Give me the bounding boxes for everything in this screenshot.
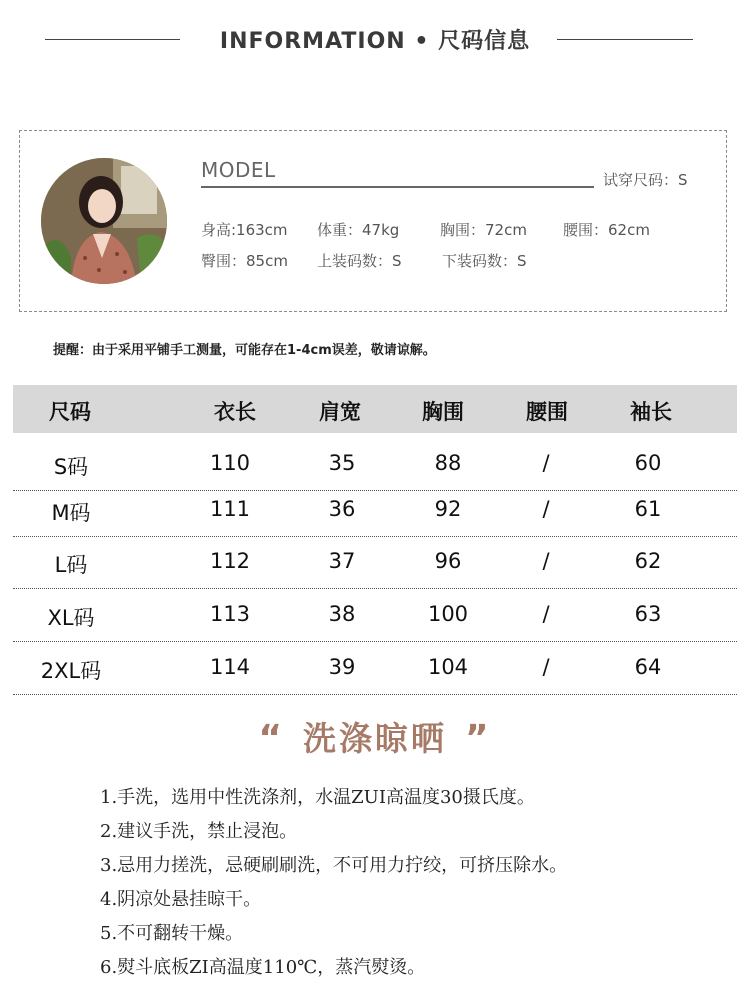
row-length: 113 xyxy=(209,602,251,626)
size-table-header xyxy=(13,385,737,433)
row-size: S码 xyxy=(53,455,89,479)
row-size: M码 xyxy=(51,501,91,525)
row-size: L码 xyxy=(54,553,88,577)
row-length: 110 xyxy=(209,451,251,475)
row-waist: / xyxy=(542,451,550,475)
row-size: XL码 xyxy=(47,606,95,630)
model-avatar xyxy=(41,158,167,284)
row-sleeve: 63 xyxy=(634,602,662,626)
row-sleeve: 61 xyxy=(634,497,662,521)
washing-title-text: 洗涤晾晒 xyxy=(303,719,447,758)
stat-top-size: 上装码数：S xyxy=(317,252,402,270)
row-waist: / xyxy=(542,602,550,626)
row-sleeve: 60 xyxy=(634,451,662,475)
row-waist: / xyxy=(542,549,550,573)
row-waist: / xyxy=(542,497,550,521)
table-row xyxy=(13,588,737,642)
list-item: 4.阴凉处悬挂晾干。 xyxy=(100,889,262,910)
row-shoulder: 38 xyxy=(328,602,356,626)
model-divider xyxy=(201,186,594,188)
list-item: 2.建议手洗，禁止浸泡。 xyxy=(100,821,298,842)
header-waist: 腰围 xyxy=(526,400,568,424)
row-bust: 88 xyxy=(434,451,462,475)
row-length: 112 xyxy=(209,549,251,573)
stat-weight: 体重：47kg xyxy=(317,221,400,239)
stat-height: 身高:163cm xyxy=(201,221,288,239)
row-bust: 104 xyxy=(427,655,469,679)
header-bust: 胸围 xyxy=(422,400,464,424)
row-bust: 96 xyxy=(434,549,462,573)
list-item: 1.手洗，选用中性洗涤剂，水温ZUI高温度30摄氏度。 xyxy=(100,787,535,808)
row-sleeve: 64 xyxy=(634,655,662,679)
row-length: 111 xyxy=(209,497,251,521)
list-item: 3.忌用力搓洗，忌硬刷刷洗，不可用力拧绞，可挤压除水。 xyxy=(100,855,568,876)
row-sleeve: 62 xyxy=(634,549,662,573)
row-shoulder: 37 xyxy=(328,549,356,573)
row-shoulder: 36 xyxy=(328,497,356,521)
row-length: 114 xyxy=(209,655,251,679)
table-row xyxy=(13,641,737,695)
header-sleeve: 袖长 xyxy=(630,400,672,424)
row-shoulder: 39 xyxy=(328,655,356,679)
table-row xyxy=(13,483,737,537)
measurement-notice: 提醒：由于采用平铺手工测量，可能存在1-4cm误差，敬请谅解。 xyxy=(53,343,436,358)
row-bust: 92 xyxy=(434,497,462,521)
open-quote: “ xyxy=(258,718,285,759)
close-quote: ” xyxy=(465,718,492,759)
row-size: 2XL码 xyxy=(40,659,102,683)
stat-bust: 胸围：72cm xyxy=(440,221,527,239)
header-size: 尺码 xyxy=(49,400,91,424)
row-divider xyxy=(13,694,737,695)
model-label: MODEL xyxy=(201,158,276,182)
list-item: 5.不可翻转干燥。 xyxy=(100,923,244,944)
table-row xyxy=(13,535,737,589)
list-item: 6.熨斗底板ZI高温度110℃，蒸汽熨烫。 xyxy=(100,957,426,978)
header-shoulder: 肩宽 xyxy=(319,400,361,424)
trial-size: 试穿尺码：S xyxy=(603,171,688,189)
row-waist: / xyxy=(542,655,550,679)
stat-waist: 腰围：62cm xyxy=(563,221,650,239)
washing-title xyxy=(0,713,750,760)
header-line-right xyxy=(557,39,693,40)
page-title: INFORMATION • 尺码信息 xyxy=(219,29,531,54)
stat-hip: 臀围：85cm xyxy=(201,252,288,270)
row-bust: 100 xyxy=(427,602,469,626)
header-length: 衣长 xyxy=(214,400,256,424)
stat-bottom-size: 下装码数：S xyxy=(442,252,527,270)
row-shoulder: 35 xyxy=(328,451,356,475)
model-info-card xyxy=(19,130,727,312)
